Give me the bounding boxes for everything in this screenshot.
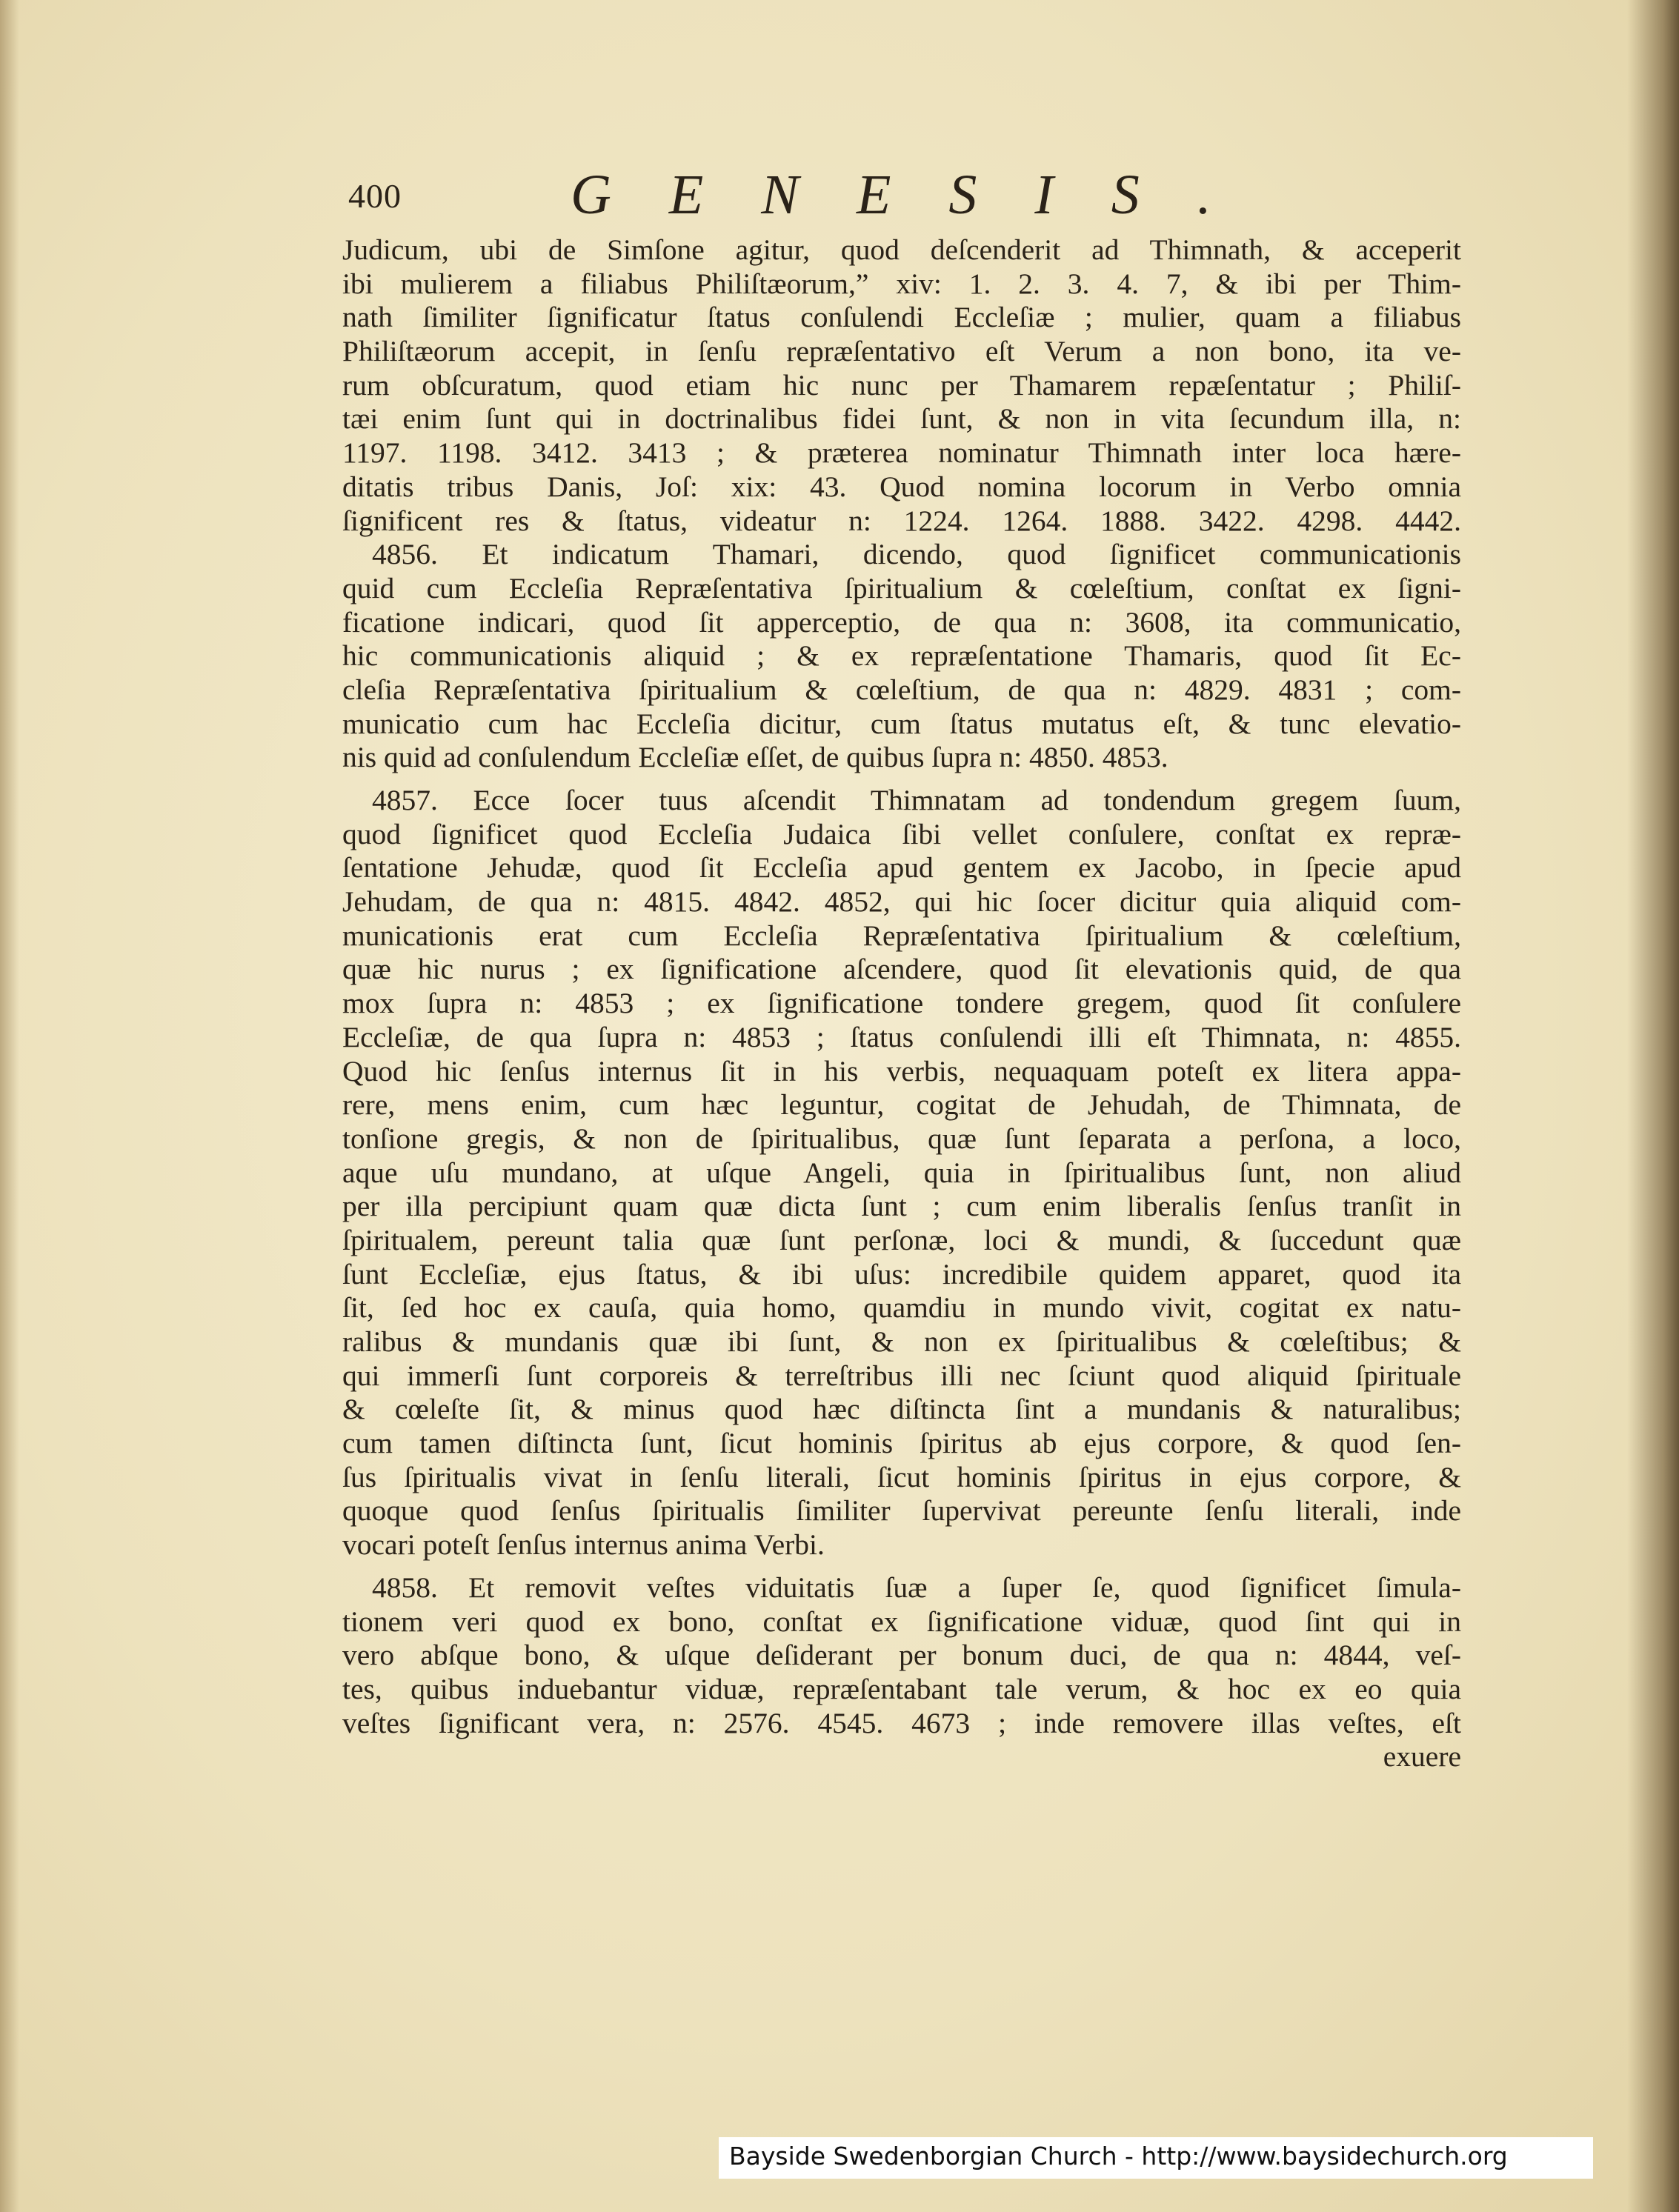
text-line: ſpiritualem, pereunt talia quæ ſunt perſonæ, loci & mundi, & ſuccedunt quæ [342,1223,1461,1256]
text-line: tes, quibus induebantur viduæ, repræſentabant tale verum, & hoc ex eo quia [342,1672,1461,1705]
catchword: exuere [1383,1740,1461,1773]
text-line: 1197. 1198. 3412. 3413 ; & præterea nominatur Thimnath inter loca hære- [342,436,1461,470]
text-line: ditatis tribus Danis, Joſ: xix: 43. Quod nomina locorum in Verbo omnia [342,470,1461,503]
text-line: veſtes ſignificant vera, n: 2576. 4545. 4673 ; inde removere illas veſtes, eſt [342,1706,1461,1739]
text-line: quod ſignificet quod Eccleſia Judaica ſibi vellet conſulere, conſtat ex repræ- [342,817,1461,850]
text-line: rere, mens enim, cum hæc leguntur, cogitat de Jehudah, de Thimnata, de [342,1088,1461,1122]
text-line: ſentatione Jehudæ, quod ſit Eccleſia apud gentem ex Jacobo, in ſpecie apud [342,851,1461,885]
text-line: & cœleſte ſit, & minus quod hæc diſtincta ſint a mundanis & naturalibus; [342,1393,1461,1426]
text-line: quoque quod ſenſus ſpiritualis ſimiliter ſupervivat pereunte ſenſu literali, inde [342,1494,1461,1528]
text-line: ſignificent res & ſtatus, videatur n: 1224. 1264. 1888. 3422. 4298. 4442. [342,504,1461,537]
page-spine-shadow [1627,0,1679,2212]
text-line: per illa percipiunt quam quæ dicta ſunt ; cum enim liberalis ſenſus tranſit in [342,1190,1461,1223]
text-line: vocari poteſt ſenſus internus anima Verbi. [342,1528,825,1562]
text-line: quid cum Eccleſia Repræſentativa ſpiritualium & cœleſtium, conſtat ex ſigni- [342,571,1461,604]
text-line: ſus ſpiritualis vivat in ſenſu literali, ſicut hominis ſpiritus in ejus corpore, & [342,1460,1461,1493]
paragraph-gap [342,775,1461,784]
text-line: aque uſu mundano, at uſque Angeli, quia in ſpiritualibus ſunt, non aliud [342,1156,1461,1189]
text-line: cleſia Repræſentativa ſpiritualium & cœleſtium, de qua n: 4829. 4831 ; com- [342,673,1461,706]
text-line: ficatione indicari, quod ſit apperceptio, de qua n: 3608, ita communicatio, [342,605,1461,639]
text-line: vero abſque bono, & uſque deſiderant per bonum duci, de qua n: 4844, veſ- [342,1639,1461,1672]
text-line: tionem veri quod ex bono, conſtat ex ſignificatione viduæ, quod ſint qui in [342,1605,1461,1638]
text-line: ibi mulierem a filiabus Philiſtæorum,” xiv: 1. 2. 3. 4. 7, & ibi per Thim- [342,267,1461,300]
text-line: nis quid ad conſulendum Eccleſiæ eſſet, de quibus ſupra n: 4850. 4853. [342,741,1168,774]
text-line: 4858. Et removit veſtes viduitatis ſuæ a ſuper ſe, quod ſignificet ſimula- [372,1570,1461,1604]
page-header [348,163,1297,230]
text-line: mox ſupra n: 4853 ; ex ſignificatione tondere gregem, quod ſit conſulere [342,987,1461,1020]
text-line: hic communicationis aliquid ; & ex repræſentatione Thamaris, quod ſit Ec- [342,639,1461,673]
text-line: Eccleſiæ, de qua ſupra n: 4853 ; ſtatus conſulendi illi eſt Thimnata, n: 4855. [342,1020,1461,1053]
text-line: nath ſimiliter ſignificatur ſtatus conſulendi Eccleſiæ ; mulier, quam a filiabus [342,301,1461,334]
text-line: tonſione gregis, & non de ſpiritualibus, quæ ſunt ſeparata a perſona, a loco, [342,1122,1461,1155]
text-line: municatio cum hac Eccleſia dicitur, cum ſtatus mutatus eſt, & tunc elevatio- [342,707,1461,740]
watermark-credit[interactable]: Bayside Swedenborgian Church - http://www.baysidechurch.org [729,2142,1508,2171]
page-number: 400 [348,177,402,215]
watermark-banner [719,2137,1593,2179]
text-line: 4856. Et indicatum Thamari, dicendo, quod ſignificet communicationis [372,538,1461,571]
text-line: Judicum, ubi de Simſone agitur, quod deſcenderit ad Thimnath, & acceperit [342,233,1461,266]
paragraph [342,538,1461,775]
paragraph [342,784,1461,1562]
page-left-edge [0,0,19,2212]
text-line: rum obſcuratum, quod etiam hic nunc per Thamarem repæſentatur ; Philiſ- [342,368,1461,402]
text-line: tæi enim ſunt qui in doctrinalibus fidei ſunt, & non in vita ſecundum illa, n: [342,402,1461,436]
text-line: ralibus & mundanis quæ ibi ſunt, & non ex ſpiritualibus & cœleſtibus; & [342,1325,1461,1358]
text-line: Quod hic ſenſus internus ſit in his verbis, nequaquam poteſt ex litera appa- [342,1054,1461,1087]
text-line: ſit, ſed hoc ex cauſa, quia homo, quamdiu in mundo vivit, cogitat ex natu- [342,1291,1461,1325]
running-head: GENESIS. [571,164,1269,226]
text-line: 4857. Ecce ſocer tuus aſcendit Thimnatam ad tondendum gregem ſuum, [372,784,1461,816]
paragraph [342,1571,1461,1740]
body-text [342,233,1461,1774]
text-line: Jehudam, de qua n: 4815. 4842. 4852, qui hic ſocer dicitur quia aliquid com- [342,885,1461,919]
paragraph [342,233,1461,538]
text-line: quæ hic nurus ; ex ſignificatione aſcendere, quod ſit elevationis quid, de qua [342,953,1461,986]
text-line: Philiſtæorum accepit, in ſenſu repræſentativo eſt Verum a non bono, ita ve- [342,335,1461,368]
text-line: qui immerſi ſunt corporeis & terreſtribus illi nec ſciunt quod aliquid ſpirituale [342,1359,1461,1392]
text-line: ſunt Eccleſiæ, ejus ſtatus, & ibi uſus: incredibile quidem apparet, quod ita [342,1257,1461,1290]
text-line: municationis erat cum Eccleſia Repræſentativa ſpiritualium & cœleſtium, [342,919,1461,952]
paragraph-gap [342,1562,1461,1571]
text-line: cum tamen diſtincta ſunt, ſicut hominis ſpiritus ab ejus corpore, & quod ſen- [342,1427,1461,1460]
